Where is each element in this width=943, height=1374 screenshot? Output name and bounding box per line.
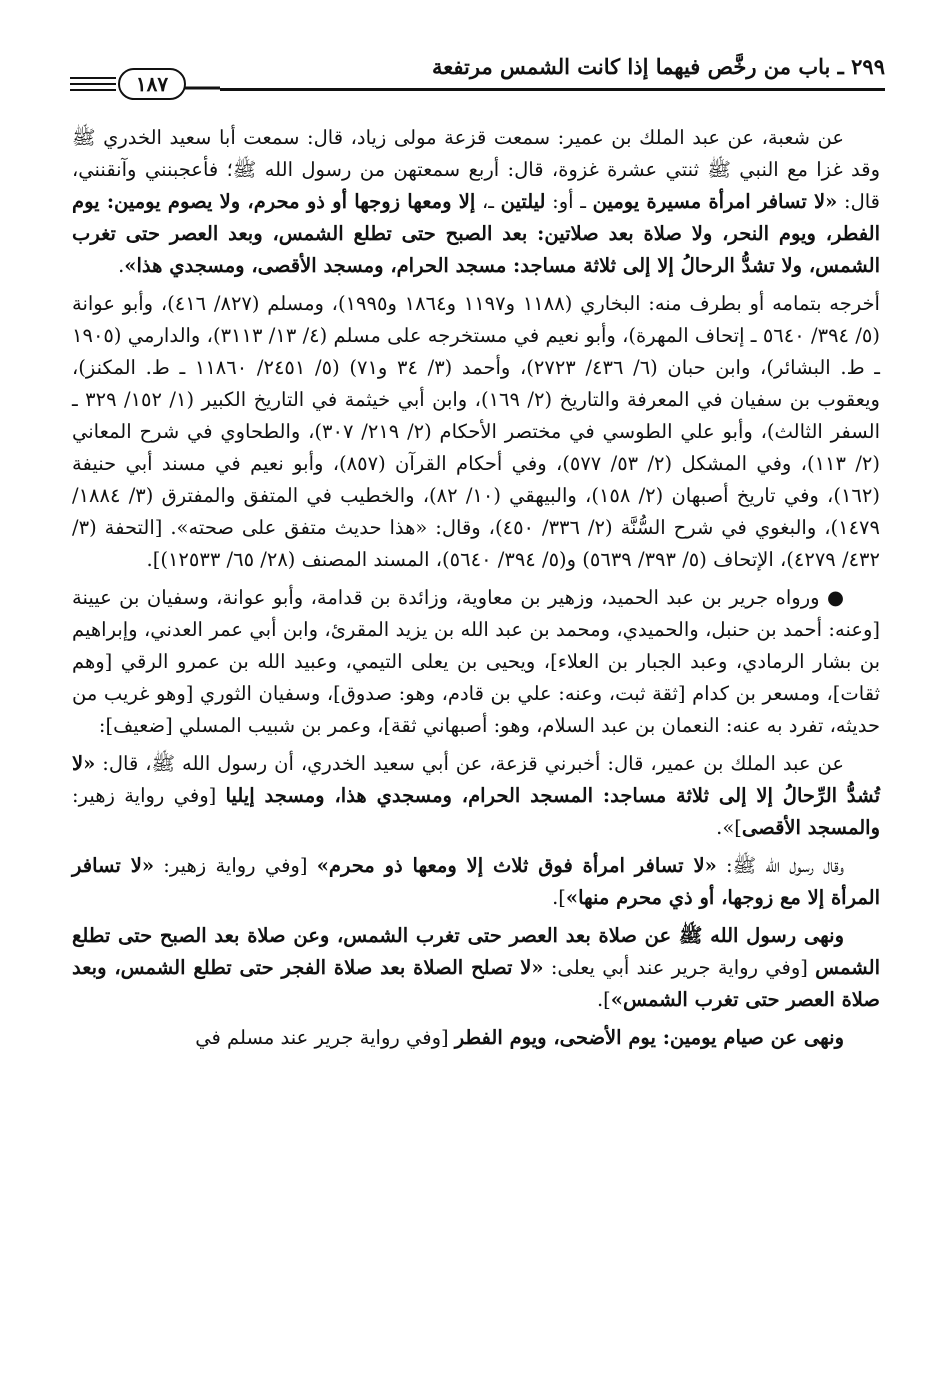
body-text [72,122,880,1060]
page-number: ١٨٧ [118,68,186,100]
hadith-text: «لا تسافر امرأة فوق ثلاث إلا ومعها ذو محرم» [316,854,717,877]
text-segment: [وفي رواية زهير: [154,854,317,877]
page-number-ornament [70,64,220,100]
page-header [70,52,885,100]
chapter-title: ٢٩٩ ـ باب من رخَّص فيهما إذا كانت الشمس مرتفعة [432,54,885,79]
text-segment: عن شعبة، عن عبد الملك بن عمير: سمعت قزعة مولى زياد، قال: سمعت أبا سعيد الخدري ﷺ وقد غزا مع النبي ﷺ ثنتي عشرة غزوة، قال: أربع سمعتهن من رسول الله ﷺ؛ فأعجبنني وآنقنني، قال: [72,126,880,213]
hadith-text: «لا تسافر المرأة إلا مع زوجها، أو ذي محرم منها» [72,854,880,909]
text-segment: [وفي رواية جرير عند أبي يعلى: [543,956,816,979]
paragraph-p2 [72,288,880,576]
text-segment: ـ أو: [545,190,593,213]
text-segment: وقال رسول الله ﷺ: [716,854,844,877]
hadith-text: ونهى رسول الله ﷺ عن صلاة بعد العصر حتى تغرب الشمس، وعن صلاة بعد الصبح حتى تطلع الشمس [72,924,880,979]
text-segment: [وفي رواية زهير: [72,784,226,807]
paragraph-p5 [72,850,880,914]
text-segment: ● ورواه جرير بن عبد الحميد، وزهير بن معاوية، وزائدة بن قدامة، وأبو عوانة، وسفيان بن عيينة [وعنه: أحمد بن حنبل، والحميدي، ومحمد بن عبد الله بن يزيد المقرئ، وابن أبي عمر العدني، وإبراهيم بن بشار الرمادي، وعبد الجبار بن العلاء]، ويحيى بن يعلى التيمي، وعبيد الله بن عمرو الرقي [وهم ثقات]، ومسعر بن كدام [ثقة ثبت، وعنه: علي بن قادم، وهو: صدوق]، وسفيان الثوري [وهو غريب من حديثه، تفرد به عنه: النعمان بن عبد السلام، وهو: أصبهاني ثقة]، وعمر بن شبيب المسلي [ضعيف]: [72,586,880,737]
hadith-text: «لا تُشدُّ الرِّحالُ إلا إلى ثلاثة مساجد: المسجد الحرام، ومسجدي هذا، ومسجد إيليا [72,752,880,807]
paragraph-p6 [72,920,880,1016]
text-segment: ]. [596,988,611,1011]
hadith-text: «لا تصلح الصلاة بعد صلاة الفجر حتى تطلع الشمس، وبعد صلاة العصر حتى تغرب الشمس» [72,956,880,1011]
paragraph-p7 [72,1022,880,1054]
hadith-text: «لا تسافر امرأة مسيرة يومين [592,190,838,213]
hadith-text: إلا ومعها زوجها أو ذو محرم، ولا يصوم يومين: يوم الفطر، ويوم النحر، ولا صلاة بعد صلاتين: بعد الصبح حتى تطلع الشمس، وبعد العصر حتى تغرب الشمس، ولا تشدُّ الرحالُ إلا إلى ثلاثة مساجد: مسجد الحرام، ومسجد الأقصى، ومسجدي هذا» [72,190,880,277]
hadith-text: والمسجد الأقصى [741,816,880,839]
paragraph-p1 [72,122,880,282]
hadith-text: ليلتين [500,190,546,213]
text-segment: . [118,254,125,277]
paragraph-p3 [72,582,880,742]
hadith-text: ونهى عن صيام يومين: يوم الأضحى، ويوم الفطر [454,1026,844,1049]
text-segment: عن عبد الملك بن عمير، قال: أخبرني قزعة، عن أبي سعيد الخدري، أن رسول الله ﷺ، قال: [95,752,844,775]
text-segment: ـ، [475,190,501,213]
text-segment: أخرجه بتمامه أو بطرف منه: البخاري (١١٨٨ و١١٩٧ و١٨٦٤ و١٩٩٥)، ومسلم (٨٢٧/ ٤١٦)، وأبو عوانة (٥/ ٣٩٤/ ٥٦٤٠ ـ إتحاف المهرة)، وأبو نعيم في مستخرجه على مسلم (٤/ ١٣/ ٣١١٣)، والدارمي (١٩٠٥ ـ ط. البشائر)، وابن حبان (٦/ ٤٣٦/ ٢٧٢٣)، وأحمد (٣/ ٣٤ و٧١) (٥/ ٢٤٥١/ ١١٨٦٠ ـ ط. المكنز)، ويعقوب بن سفيان في المعرفة والتاريخ (٢/ ١٦٩)، وابن أبي خيثمة في التاريخ الكبير (١/ ١٥٢/ ٣٢٩ ـ السفر الثالث)، وأبو علي الطوسي في مختصر الأحكام (٢/ ٢١٩/ ٣٠٧)، والطحاوي في شرح المعاني (٢/ ١١٣)، وفي المشكل (٢/ ٥٣/ ٥٧٧)، وفي أحكام القرآن (٨٥٧)، وأبو نعيم في مسند أبي حنيفة (١٦٢)، وفي تاريخ أصبهان (٢/ ١٥٨)، والبيهقي (١٠/ ٨٢)، والخطيب في المتفق والمفترق (٣/ ١٨٨٤/ ١٤٧٩)، والبغوي في شرح السُّنَّة (٢/ ٣٣٦/ ٤٥٠)، وقال: «هذا حديث متفق على صحته». [التحفة (٣/ ٤٣٢/ ٤٢٧٩)، الإتحاف (٥/ ٣٩٣/ ٥٦٣٩) و(٥/ ٣٩٤/ ٥٦٤٠)، المسند المصنف (٢٨/ ٦٥/ ١٢٥٣٣)]. [72,292,880,571]
paragraph-p4 [72,748,880,844]
text-segment: [وفي رواية جرير عند مسلم في [195,1026,455,1049]
text-segment: ]. [552,886,566,909]
text-segment: ]». [716,816,742,839]
